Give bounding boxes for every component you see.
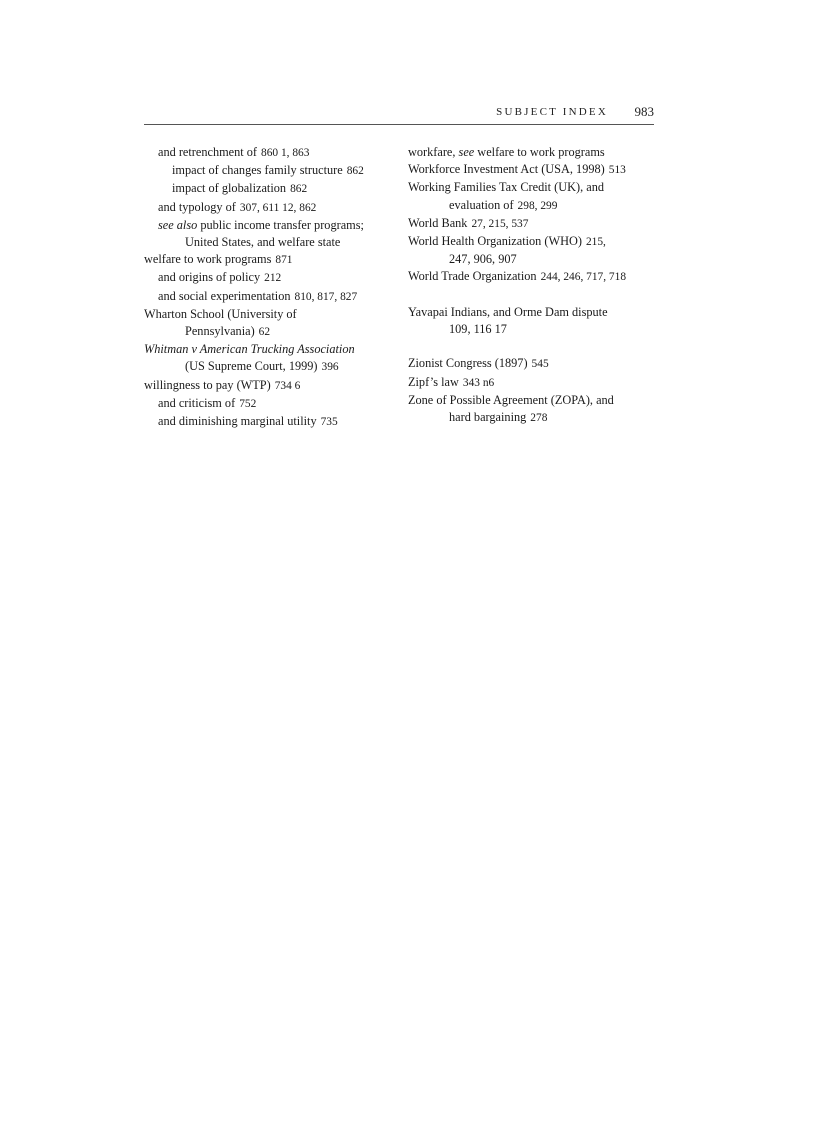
- entry-term: Wharton School (University of: [144, 306, 297, 321]
- index-entry: [408, 144, 656, 161]
- index-entry: [144, 323, 394, 341]
- index-entry: [144, 341, 394, 358]
- entry-term: Zionist Congress (1897): [408, 356, 528, 371]
- entry-term: and diminishing marginal utility: [158, 414, 317, 429]
- entry-term: workfare,: [408, 145, 459, 159]
- entry-term: and retrenchment of: [158, 145, 258, 159]
- page-refs: 860 1, 863: [261, 147, 310, 159]
- entry-term: United States, and welfare state: [185, 235, 341, 250]
- entry-term: World Trade Organization: [408, 269, 537, 284]
- page-refs: 62: [258, 326, 271, 339]
- index-column-right: [408, 144, 656, 427]
- entry-term: hard bargaining: [449, 410, 527, 425]
- entry-term: World Bank: [408, 215, 468, 230]
- page-refs: 27, 215, 537: [471, 217, 529, 230]
- entry-term: World Health Organization (WHO): [408, 234, 582, 249]
- index-entry: [408, 392, 656, 409]
- entry-term: evaluation of: [449, 197, 514, 212]
- page-refs: 278: [530, 412, 548, 425]
- page-refs: 810, 817, 827: [294, 290, 358, 303]
- page-refs: 871: [275, 254, 293, 267]
- index-entry: [144, 395, 394, 413]
- index-entry: [144, 162, 394, 180]
- index-entry: [408, 197, 656, 215]
- entry-term: Whitman v American Trucking Association: [144, 342, 355, 357]
- entry-term: welfare to work programs: [144, 252, 272, 267]
- index-entry: [144, 306, 394, 323]
- entry-term: and typology of: [158, 199, 236, 214]
- entry-term: (US Supreme Court, 1999): [185, 359, 318, 374]
- index-entry: [408, 321, 656, 338]
- index-entry: [144, 180, 394, 198]
- entry-term: and criticism of: [158, 395, 236, 410]
- index-entry: [408, 374, 656, 392]
- index-entry: [144, 251, 394, 269]
- index-entry: [408, 233, 656, 251]
- index-entry: [408, 179, 656, 196]
- page-refs: 396: [321, 361, 339, 374]
- index-entry: [144, 199, 394, 217]
- letter-gap: [408, 287, 656, 304]
- index-entry: [144, 288, 394, 306]
- see-label: see: [458, 145, 475, 159]
- page-refs: 862: [290, 183, 308, 196]
- page-refs: 244, 246, 717, 718: [540, 271, 627, 284]
- entry-term: willingness to pay (WTP): [144, 377, 271, 392]
- page-refs: 734 6: [274, 379, 301, 392]
- index-entry: [144, 358, 394, 376]
- index-entry: [408, 304, 656, 321]
- page-refs: 307, 611 12, 862: [239, 201, 317, 214]
- index-entry: [144, 217, 394, 234]
- entry-term-continued: welfare to work programs: [474, 145, 605, 159]
- entry-term: Pennsylvania): [185, 324, 255, 339]
- entry-term: Workforce Investment Act (USA, 1998): [408, 162, 605, 177]
- entry-term: 247, 906, 907: [449, 252, 517, 267]
- index-entry: [408, 251, 656, 268]
- page-refs: 212: [264, 272, 282, 285]
- page-refs: 215,: [585, 236, 606, 249]
- index-column-left: [144, 144, 394, 431]
- index-entry: [144, 413, 394, 431]
- page-number: 983: [634, 104, 654, 119]
- entry-term: Working Families Tax Credit (UK), and: [408, 180, 605, 195]
- page-refs: 752: [239, 397, 257, 410]
- entry-term: Zone of Possible Agreement (ZOPA), and: [408, 392, 614, 407]
- index-entry: [408, 409, 656, 427]
- entry-term: impact of changes family structure: [172, 163, 343, 178]
- entry-term: Zipf’s law: [408, 374, 459, 389]
- page-refs: 545: [531, 358, 549, 371]
- header-rule: [144, 124, 654, 125]
- entry-term: and social experimentation: [158, 288, 291, 303]
- page-refs: 735: [320, 416, 338, 429]
- entry-term: 109, 116 17: [449, 322, 507, 337]
- entry-term: Yavapai Indians, and Orme Dam dispute: [408, 304, 608, 319]
- page-refs: 862: [346, 165, 364, 178]
- index-entry: [408, 355, 656, 373]
- entry-term: and origins of policy: [158, 270, 261, 285]
- index-entry: [408, 215, 656, 233]
- page-refs: 343 n6: [462, 376, 495, 389]
- index-entry: [144, 377, 394, 395]
- index-entry: [144, 144, 394, 162]
- entry-term: impact of globalization: [172, 181, 287, 196]
- running-head: [144, 104, 654, 124]
- running-head-title: SUBJECT INDEX: [496, 106, 608, 118]
- index-entry: [144, 234, 394, 251]
- page-refs: 513: [608, 164, 626, 177]
- page-refs: 298, 299: [517, 199, 558, 212]
- index-entry: [144, 269, 394, 287]
- see-also-label: see also: [158, 217, 198, 232]
- index-entry: [408, 161, 656, 179]
- entry-term: public income transfer programs;: [197, 217, 364, 232]
- letter-gap: [408, 338, 656, 355]
- index-entry: [408, 268, 656, 286]
